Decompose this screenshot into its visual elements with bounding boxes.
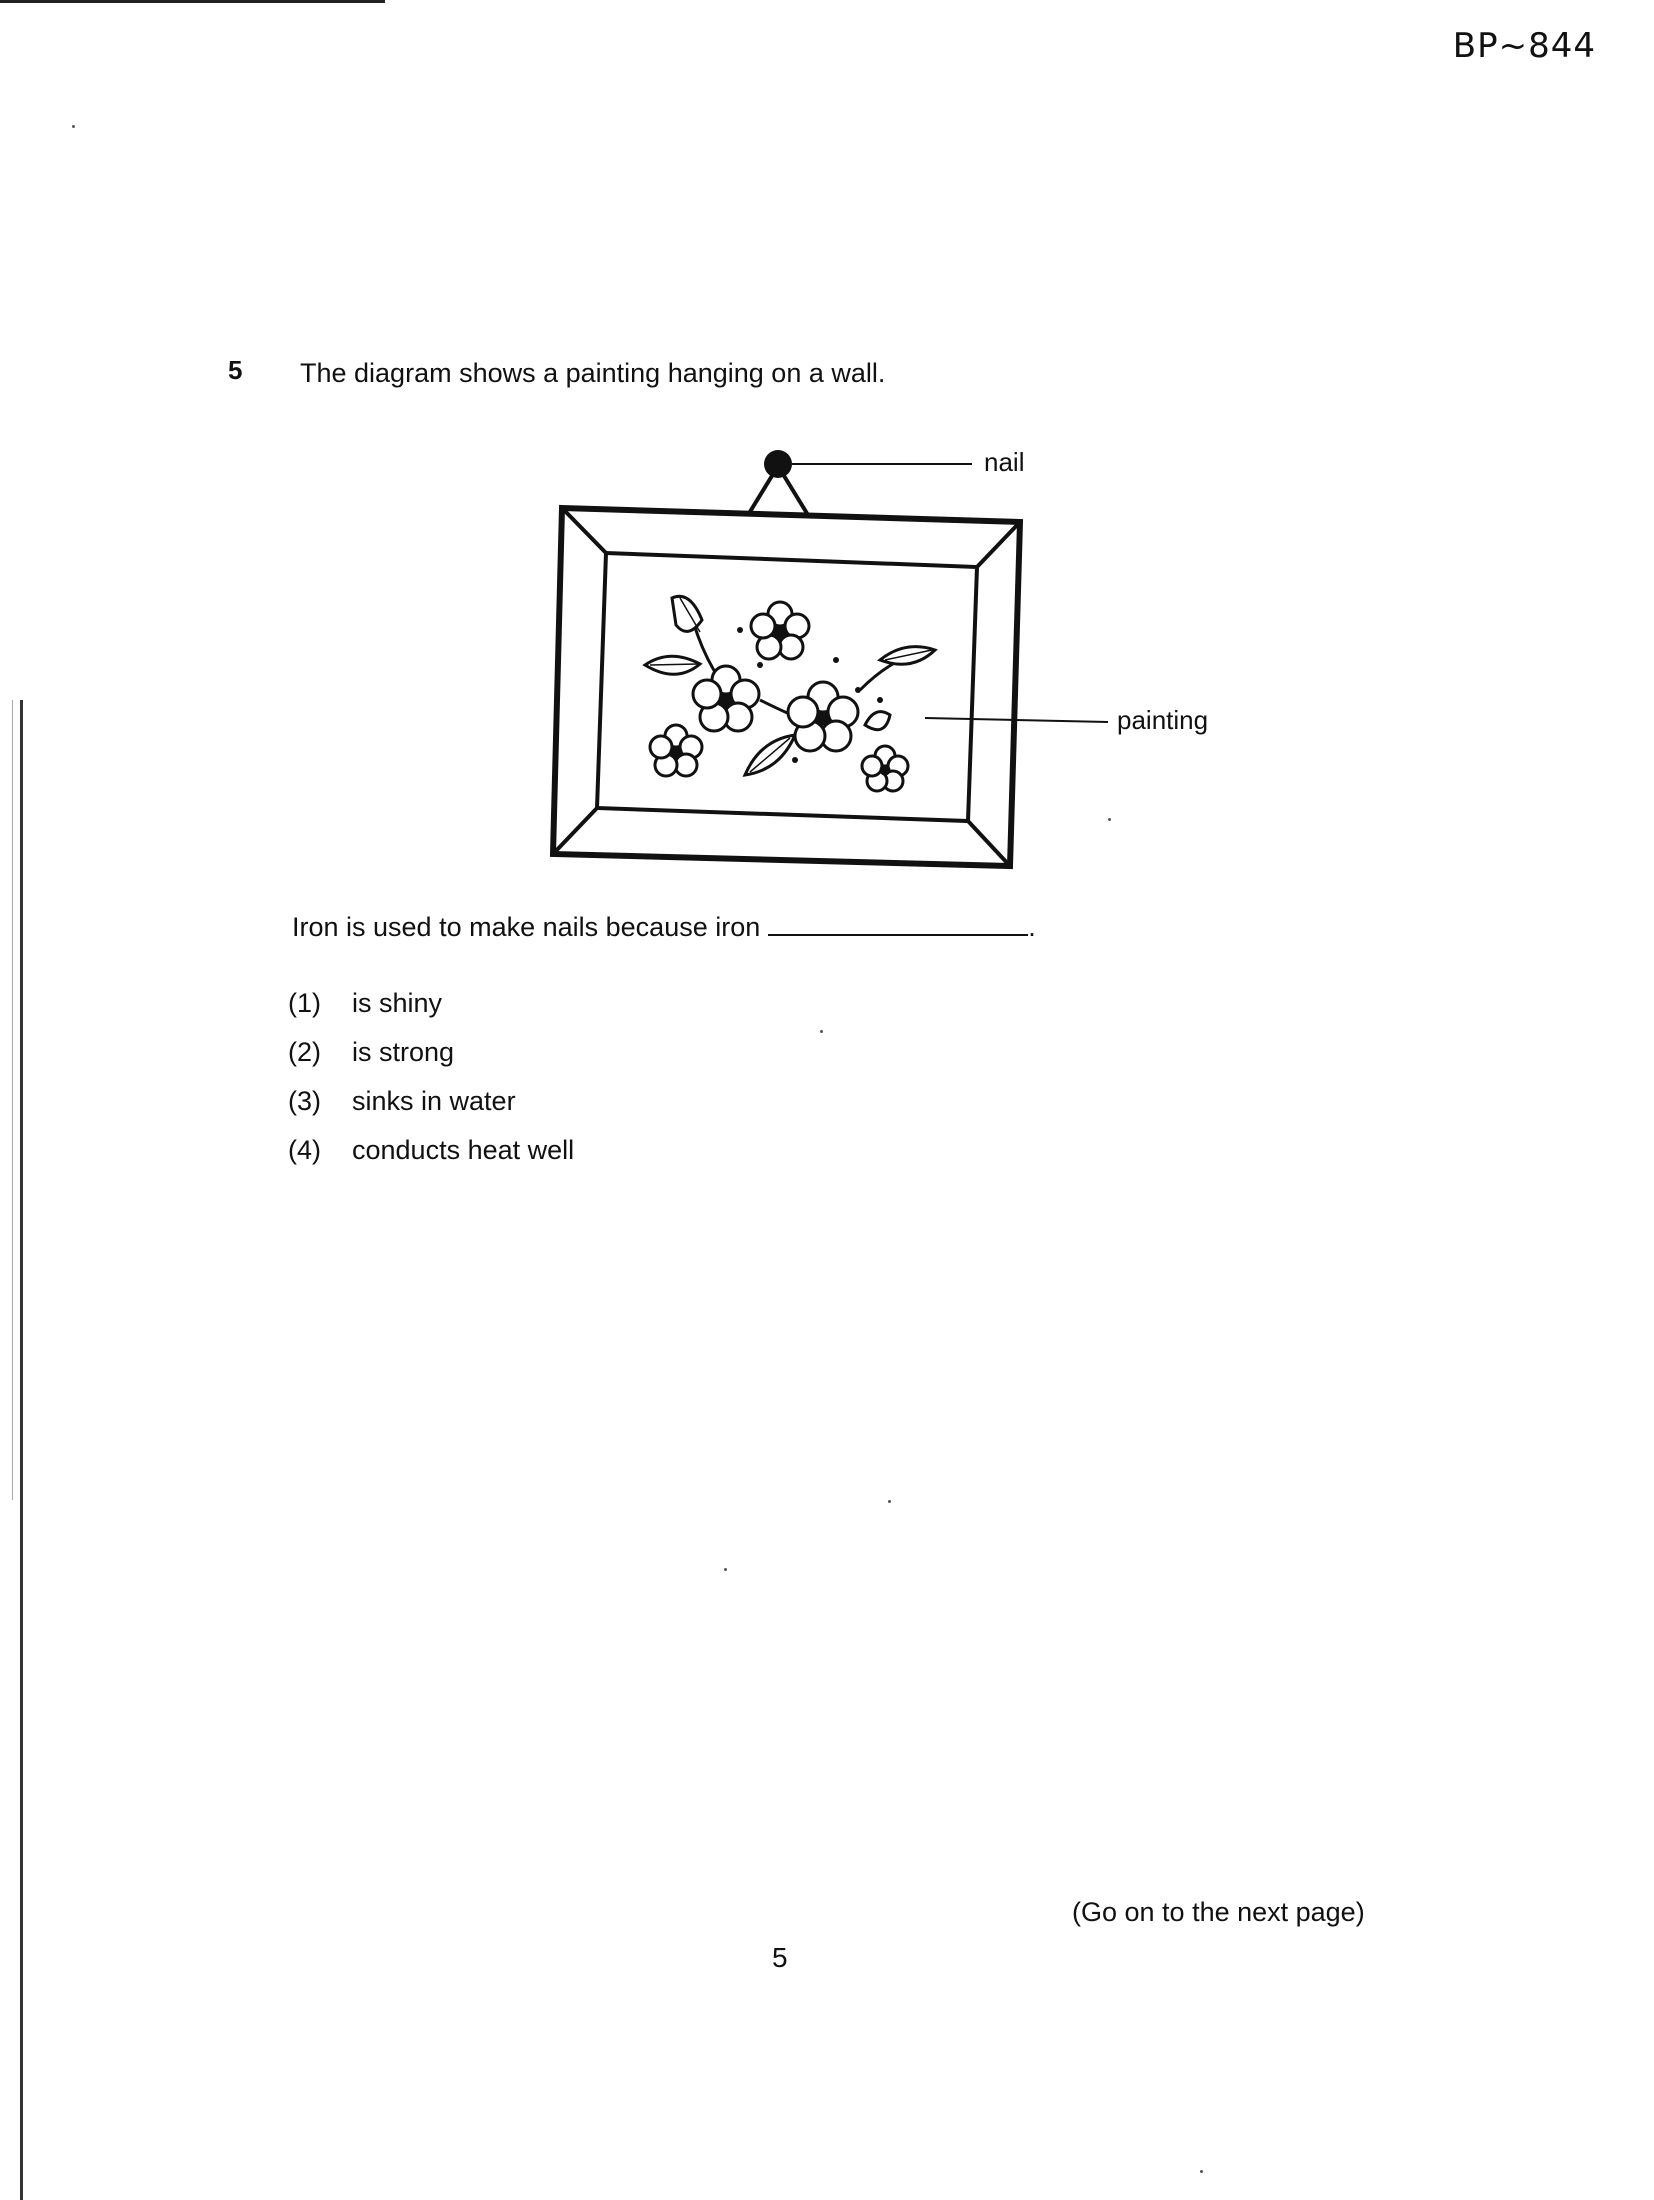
paper-code: BP~844 — [1452, 26, 1596, 66]
painting-diagram — [530, 430, 1250, 880]
scan-speck — [1200, 2170, 1203, 2173]
option-text: is strong — [352, 1037, 455, 1067]
option-text: sinks in water — [352, 1086, 516, 1116]
stem-text: Iron is used to make nails because iron — [292, 912, 761, 942]
scan-speck — [724, 1568, 727, 1571]
option-number: (3) — [288, 1086, 321, 1116]
answer-blank — [768, 910, 1028, 936]
scan-left-edge — [20, 700, 23, 2200]
page-number: 5 — [772, 1942, 788, 1973]
option-4 — [288, 1135, 574, 1184]
answer-options — [288, 988, 574, 1184]
scan-speck — [72, 125, 75, 128]
stem-end: . — [1028, 912, 1036, 942]
question-stem — [292, 910, 1036, 943]
option-text: conducts heat well — [352, 1135, 575, 1165]
scan-speck — [1108, 818, 1111, 821]
scan-left-edge-thin — [12, 700, 13, 1500]
option-text: is shiny — [352, 988, 443, 1018]
scan-speck — [888, 1500, 891, 1503]
option-number: (1) — [288, 988, 321, 1018]
nail-label: nail — [984, 447, 1025, 477]
question-text: The diagram shows a painting hanging on a wall. — [300, 358, 886, 388]
go-on-next-page: (Go on to the next page) — [1072, 1897, 1365, 1927]
option-3 — [288, 1086, 574, 1135]
scan-speck — [820, 1030, 823, 1033]
picture-frame — [553, 508, 1020, 866]
option-1 — [288, 988, 574, 1037]
option-number: (2) — [288, 1037, 321, 1067]
question-number: 5 — [228, 355, 243, 385]
nail-icon — [748, 450, 972, 515]
option-2 — [288, 1037, 574, 1086]
flower-painting — [645, 596, 935, 791]
painting-label: painting — [1117, 705, 1209, 735]
top-rule — [0, 0, 385, 3]
option-number: (4) — [288, 1135, 321, 1165]
